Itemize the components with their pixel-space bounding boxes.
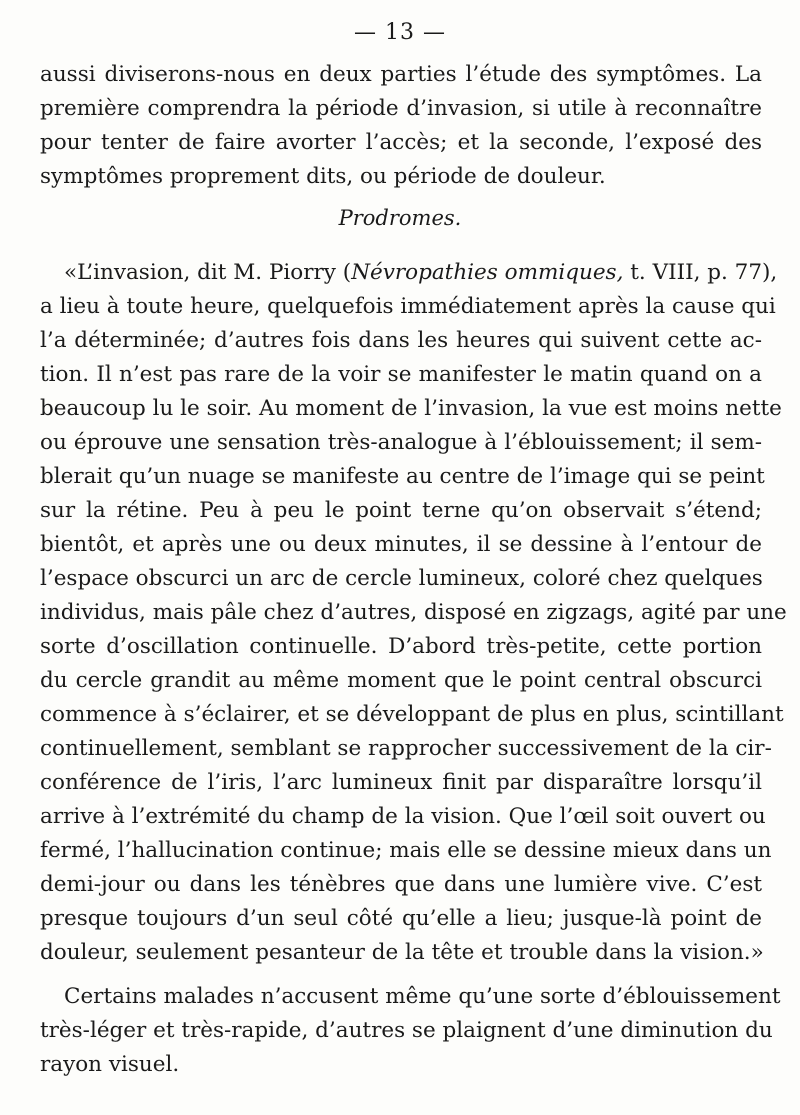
text-line: fermé, l’hallucination continue; mais elle se dessine mieux dans un xyxy=(40,838,772,863)
text-line: l’espace obscurci un arc de cercle lumineux, coloré chez quelques xyxy=(40,566,763,591)
text-line: arrive à l’extrémité du champ de la vision. Que l’œil soit ouvert ou xyxy=(40,804,766,829)
section-heading: Prodromes. xyxy=(338,206,462,230)
quote-open: «L’invasion, dit M. Piorry ( xyxy=(64,260,352,285)
text-line: demi-jour ou dans les ténèbres que dans une lumière vive. C’est xyxy=(40,872,762,897)
text-line: sorte d’oscillation continuelle. D’abord très-petite, cette portion xyxy=(40,634,762,659)
text-line: ou éprouve une sensation très-analogue à l’éblouissement; il sem- xyxy=(40,430,762,455)
text-line: individus, mais pâle chez d’autres, disposé en zigzags, agité par une xyxy=(40,600,787,625)
text-line: du cercle grandit au même moment que le point central obscurci xyxy=(40,668,762,693)
text-line: Certains malades n’accusent même qu’une sorte d’éblouissement xyxy=(64,984,781,1009)
text-line: aussi diviserons-nous en deux parties l’étude des symptômes. La xyxy=(40,62,762,87)
quote-first-line xyxy=(64,256,778,290)
text-line: commence à s’éclairer, et se développant de plus en plus, scintillant xyxy=(40,702,784,727)
text-line: pour tenter de faire avorter l’accès; et la seconde, l’exposé des xyxy=(40,130,762,155)
text-line: presque toujours d’un seul côté qu’elle a lieu; jusque-là point de xyxy=(40,906,762,931)
text-line: symptômes proprement dits, ou période de douleur. xyxy=(40,164,606,189)
text-line: bientôt, et après une ou deux minutes, il se dessine à l’entour de xyxy=(40,532,762,557)
text-line: douleur, seulement pesanteur de la tête et trouble dans la vision.» xyxy=(40,940,764,965)
text-line: rayon visuel. xyxy=(40,1052,180,1077)
text-line: conférence de l’iris, l’arc lumineux finit par disparaître lorsqu’il xyxy=(40,770,762,795)
text-line: blerait qu’un nuage se manifeste au centre de l’image qui se peint xyxy=(40,464,765,489)
text-line: l’a déterminée; d’autres fois dans les heures qui suivent cette ac- xyxy=(40,328,762,353)
quote-ref: t. VIII, p. 77), xyxy=(623,260,778,285)
text-line: a lieu à toute heure, quelquefois immédiatement après la cause qui xyxy=(40,294,776,319)
quote-title: Névropathies ommiques, xyxy=(351,260,624,285)
text-line: beaucoup lu le soir. Au moment de l’invasion, la vue est moins nette xyxy=(40,396,782,421)
text-line: sur la rétine. Peu à peu le point terne qu’on observait s’étend; xyxy=(40,498,762,523)
text-line: continuellement, semblant se rapprocher successivement de la cir- xyxy=(40,736,772,761)
text-line: tion. Il n’est pas rare de la voir se manifester le matin quand on a xyxy=(40,362,762,387)
text-line: très-léger et très-rapide, d’autres se plaignent d’une diminution du xyxy=(40,1018,773,1043)
text-line: première comprendra la période d’invasion, si utile à reconnaître xyxy=(40,96,762,121)
page-number: — 13 — xyxy=(354,20,446,45)
